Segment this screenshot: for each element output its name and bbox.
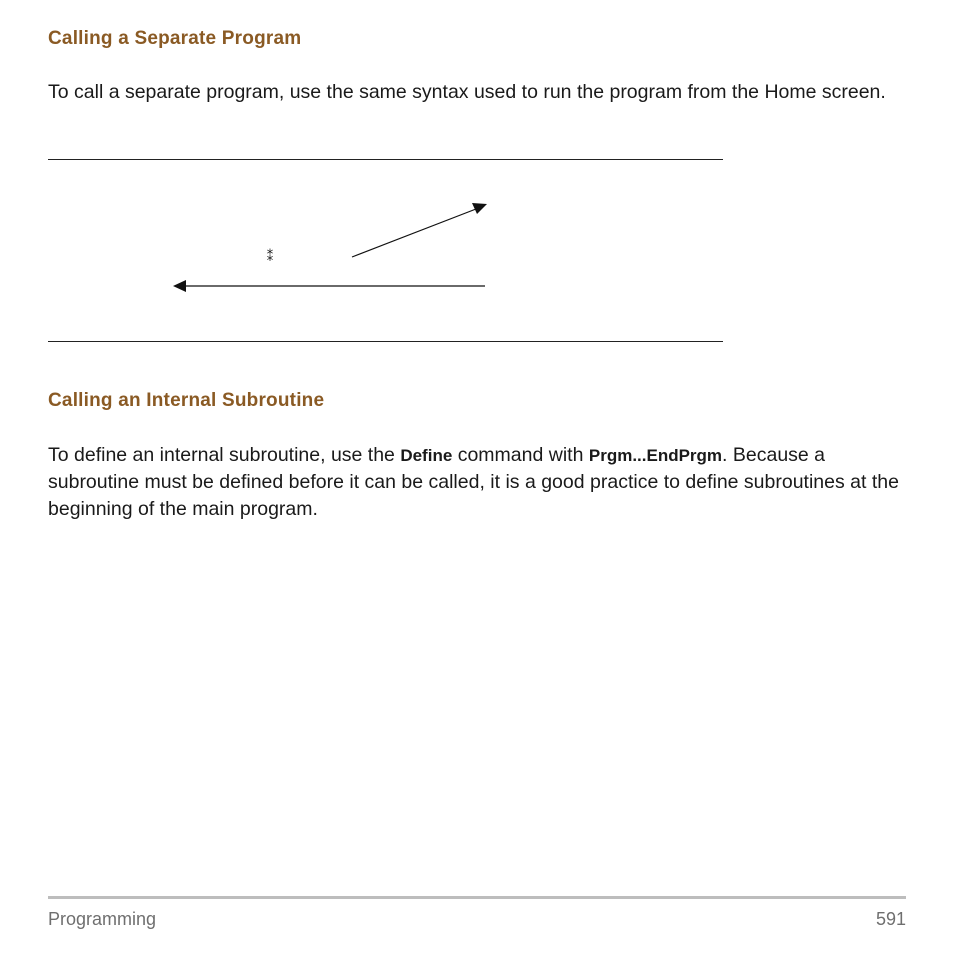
- text-command-with: command with: [452, 444, 589, 466]
- call-arrowhead: [472, 203, 487, 214]
- return-arrowhead: [173, 280, 186, 292]
- internal-subroutine-paragraph: [48, 442, 908, 523]
- footer-section-name: Programming: [48, 909, 157, 929]
- separate-program-paragraph: To call a separate program, use the same syntax used to run the program from the Home screen.: [48, 81, 886, 103]
- text-after-prgm: . Because a subroutine must be defined before it can be called, it is a good practice to define subroutines at the beginning of the main program.: [48, 444, 899, 520]
- define-command: Define: [400, 446, 453, 465]
- footer-page-number: 591: [875, 909, 906, 929]
- section-heading-internal-subroutine: Calling an Internal Subroutine: [48, 390, 325, 411]
- diagram-marker: ⁑: [266, 250, 274, 265]
- text-before-define: To define an internal subroutine, use the: [48, 444, 401, 466]
- prgm-endprgm-command: Prgm...EndPrgm: [588, 446, 723, 465]
- diagram-bottom-rule: [48, 341, 723, 342]
- section-heading-separate-program: Calling a Separate Program: [48, 28, 302, 49]
- footer-rule: [48, 896, 906, 899]
- call-arrow-line: [352, 209, 476, 257]
